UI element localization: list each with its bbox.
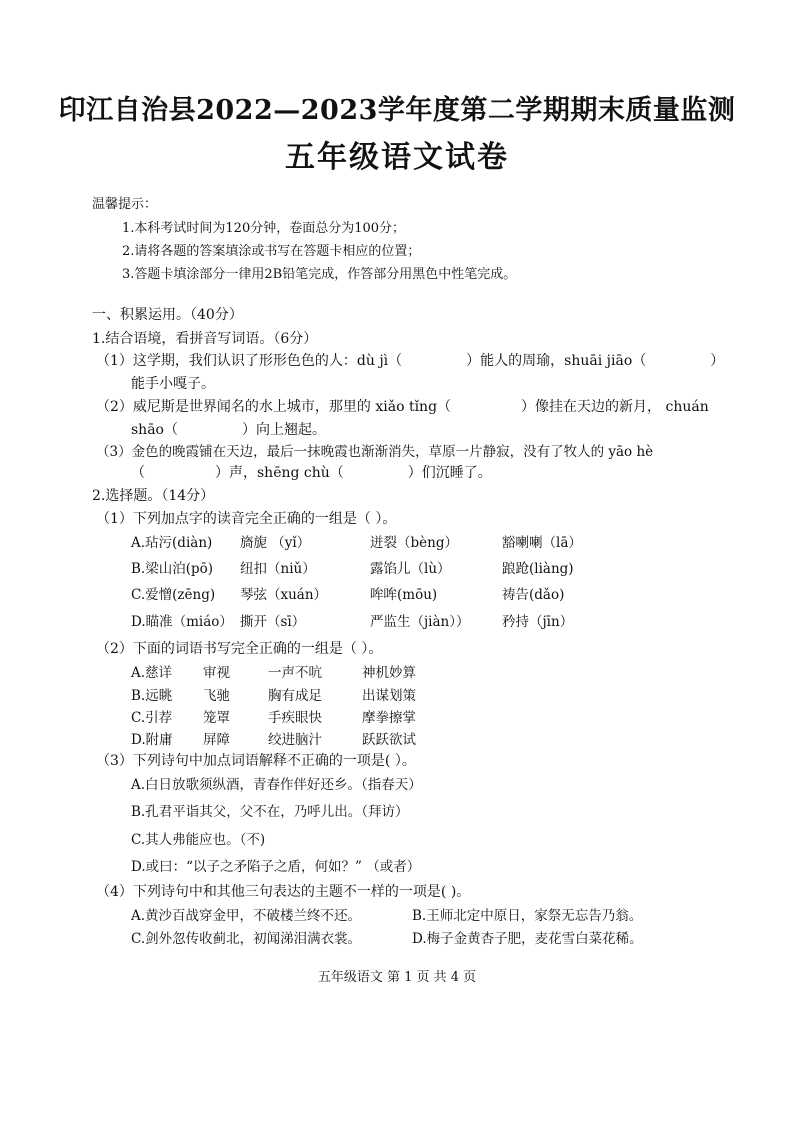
q1-sentence-2 <box>96 396 709 416</box>
option-cell: C.引荐 <box>131 710 173 726</box>
q1-sentence-1-cont: 能手小嘎子。 <box>131 376 215 392</box>
text: ）声，shēng chù（ <box>215 465 344 481</box>
option-cell: 严监生（jiàn）） <box>370 614 470 630</box>
option-cell: 哞哞(mōu) <box>370 587 438 603</box>
option-cell: 踉跄(liàng) <box>502 561 574 577</box>
text: shāo（ <box>131 422 178 438</box>
option-cell: D.附庸 <box>131 732 173 748</box>
option-cell: B.远眺 <box>131 688 173 704</box>
text: ）能人的周瑜，shuāi jiāo（ <box>466 353 647 369</box>
tips-heading: 温馨提示： <box>92 197 158 212</box>
text: ）向上翘起。 <box>241 422 326 438</box>
option-cell: 旖旎 （yǐ） <box>240 535 311 551</box>
q1-sentence-3: （3）金色的晚霞铺在天边，最后一抹晚霞也渐渐消失，草原一片静寂，没有了牧人的 yāo hè <box>96 444 654 460</box>
option-cell: 出谋划策 <box>362 688 416 704</box>
option-cell: 手疾眼快 <box>268 710 322 726</box>
option-cell: 胸有成足 <box>268 688 322 704</box>
option-cell: B.梁山泊(pō) <box>131 561 214 577</box>
option-cell: 跃跃欲试 <box>362 732 416 748</box>
option-cell: D.瞄准（miáo） <box>131 614 233 630</box>
option-cell: 祷告(dǎo) <box>502 587 565 603</box>
option-d: D.梅子金黄杏子肥，麦花雪白菜花稀。 <box>412 931 643 947</box>
option-a: A.黄沙百战穿金甲，不破楼兰终不还。 <box>131 908 362 924</box>
option-cell: A.慈详 <box>131 665 173 681</box>
tip-item: 3.答题卡填涂部分一律用2B铅笔完成，作答部分用黑色中性笔完成。 <box>122 267 517 282</box>
exam-subtitle: 五年级语文试卷 <box>285 140 509 175</box>
q2-part-3-stem: （3）下列诗句中加点词语解释不正确的一项是( ）。 <box>96 753 416 769</box>
text: （ <box>131 465 145 481</box>
text: ） <box>710 353 725 369</box>
q2-part-1-stem: （1）下列加点字的读音完全正确的一组是（ ）。 <box>96 511 397 527</box>
section-heading: 一、积累运用。（40分） <box>92 307 243 323</box>
page-footer: 五年级语文 第 1 页 共 4 页 <box>317 970 477 985</box>
option-b: B.孔君平诣其父，父不在，乃呼儿出。（拜访） <box>131 804 409 820</box>
option-c: C.剑外忽传收蓟北，初闻涕泪满衣裳。 <box>131 931 362 947</box>
option-b: B.王师北定中原日，家祭无忘告乃翁。 <box>412 908 643 924</box>
option-cell: 笼罩 <box>203 710 230 726</box>
option-cell: 审视 <box>203 665 230 681</box>
q1-sentence-1 <box>96 350 724 370</box>
text: ）们沉睡了。 <box>407 465 492 481</box>
option-cell: 迸裂（bèng） <box>370 535 458 551</box>
q2-part-4-stem: （4）下列诗句中和其他三句表达的主题不一样的一项是( )。 <box>96 884 471 900</box>
option-cell: 摩拳擦掌 <box>362 710 416 726</box>
question-2-stem: 2.选择题。（14分） <box>92 488 215 504</box>
option-cell: 绞进脑汁 <box>268 732 322 748</box>
option-cell: C.爱憎(zēng) <box>131 587 216 603</box>
q1-sentence-3-cont <box>131 462 492 482</box>
option-cell: 琴弦（xuán） <box>240 587 328 603</box>
question-1-stem: 1.结合语境，看拼音写词语。（6分） <box>92 331 318 347</box>
option-cell: A.玷污(diàn) <box>131 535 213 551</box>
text: （1）这学期，我们认识了形形色色的人：dù jì（ <box>96 353 403 369</box>
option-cell: 飞驰 <box>203 688 230 704</box>
option-cell: 露馅儿（lù） <box>370 561 451 577</box>
tip-item: 1.本科考试时间为120分钟，卷面总分为100分； <box>122 221 406 236</box>
option-cell: 矜持（jīn） <box>502 614 574 630</box>
option-cell: 撕开（sī） <box>240 614 306 630</box>
q1-sentence-2-cont <box>131 419 326 439</box>
option-c: C.其人弗能应也。（不) <box>131 832 266 848</box>
option-a: A.白日放歌须纵酒，青春作伴好还乡。（指春天） <box>131 777 422 793</box>
text: ）像挂在天边的新月， chuán <box>521 399 709 415</box>
option-cell: 神机妙算 <box>362 665 416 681</box>
option-cell: 纽扣（niǔ） <box>240 561 316 577</box>
option-cell: 屏障 <box>203 732 230 748</box>
option-cell: 豁喇喇（lā） <box>502 535 582 551</box>
option-cell: 一声不吭 <box>268 665 322 681</box>
text: （2）威尼斯是世界闻名的水上城市，那里的 xiǎo tǐng（ <box>96 399 452 415</box>
option-d: D.或曰：“以子之矛陷子之盾，何如？” （或者） <box>131 859 421 875</box>
q2-part-2-stem: （2）下面的词语书写完全正确的一组是（ ）。 <box>96 641 383 657</box>
tip-item: 2.请将各题的答案填涂或书写在答题卡相应的位置； <box>122 244 421 259</box>
exam-title: 印江自治县2022—2023学年度第二学期期末质量监测 <box>58 95 736 126</box>
